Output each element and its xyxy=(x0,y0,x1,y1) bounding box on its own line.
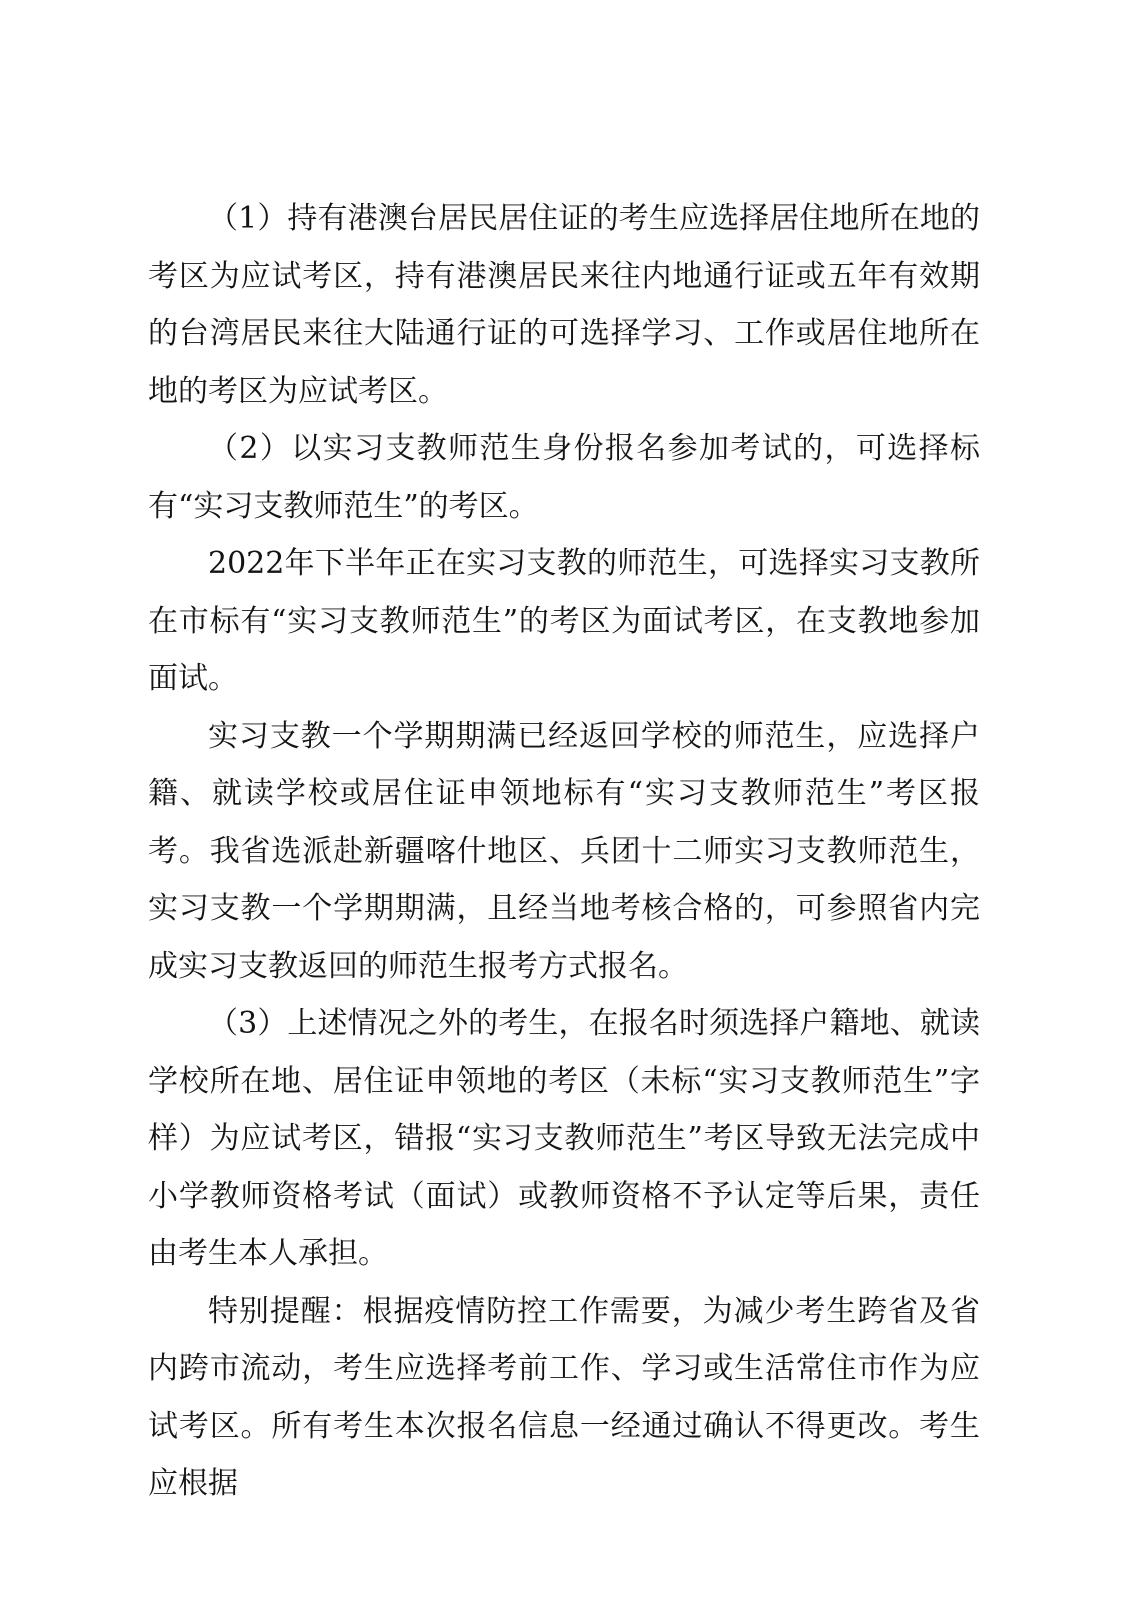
notice-label: 特别提醒： xyxy=(208,1293,363,1329)
paragraph-returned-intern: 实习支教一个学期期满已经返回学校的师范生，应选择户籍、就读学校或居住证申领地标有“实习支教师范生”考区报考。我省选派赴新疆喀什地区、兵团十二师实习支教师范生，实习支教一个学期期满，且经当地考核合格的，可参照省内完成实习支教返回的师范生报考方式报名。 xyxy=(148,718,980,984)
document-body xyxy=(148,190,980,1513)
paragraph-current-intern: 2022年下半年正在实习支教的师范生，可选择实习支教所在市标有“实习支教师范生”的考区为面试考区，在支教地参加面试。 xyxy=(148,546,980,696)
paragraph-hk-macao-taiwan: （1）持有港澳台居民居住证的考生应选择居住地所在地的考区为应试考区，持有港澳居民来往内地通行证或五年有效期的台湾居民来往大陆通行证的可选择学习、工作或居住地所在地的考区为应试考区。 xyxy=(148,201,980,409)
paragraph-intern-teacher: （2）以实习支教师范生身份报名参加考试的，可选择标有“实习支教师范生”的考区。 xyxy=(148,431,980,524)
notice-text: 根据疫情防控工作需要，为减少考生跨省及省内跨市流动，考生应选择考前工作、学习或生活常住市作为应试考区。所有考生本次报名信息一经通过确认不得更改。考生应根据 xyxy=(148,1293,981,1501)
paragraph-other-candidates: （3）上述情况之外的考生，在报名时须选择户籍地、就读学校所在地、居住证申领地的考区（未标“实习支教师范生”字样）为应试考区，错报“实习支教师范生”考区导致无法完成中小学教师资格考试（面试）或教师资格不予认定等后果，责任由考生本人承担。 xyxy=(148,1006,980,1271)
paragraph-special-notice xyxy=(148,1283,980,1513)
